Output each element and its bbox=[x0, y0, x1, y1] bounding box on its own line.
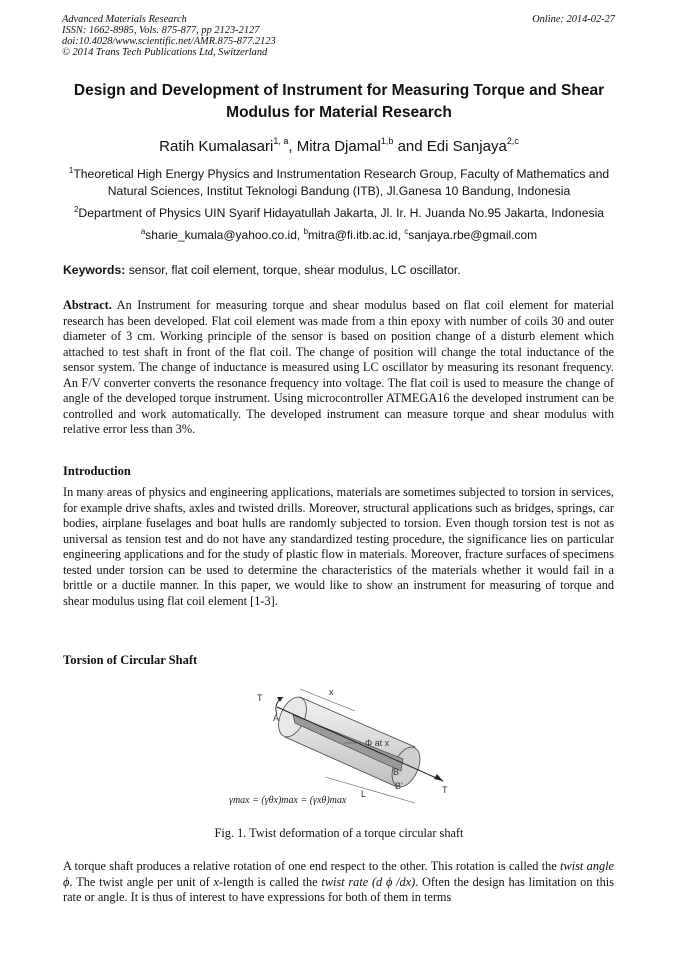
affiliation-2-text: Department of Physics UIN Syarif Hidayatullah Jakarta, Jl. Ir. H. Juanda No.95 Jakarta, Indonesia bbox=[78, 206, 605, 220]
affiliation-1-sup: 1 bbox=[68, 166, 74, 175]
twist-rate-term: twist rate (d ϕ /dx) bbox=[321, 874, 416, 889]
introduction-heading: Introduction bbox=[63, 464, 131, 478]
author-list bbox=[40, 138, 638, 155]
affiliation-2 bbox=[62, 205, 616, 222]
copyright-line: © 2014 Trans Tech Publications Ltd, Switzerland bbox=[62, 47, 268, 58]
x-length-term: x bbox=[213, 874, 219, 889]
closing-paragraph bbox=[63, 859, 614, 906]
email-2-sup: b bbox=[303, 227, 309, 236]
closing-part-4: . Often the design has limitation on this rate or angle. It is thus of interest to have expressions for both of them in terms bbox=[63, 874, 614, 904]
email-1-sup: a bbox=[140, 227, 146, 236]
abstract-paragraph bbox=[63, 298, 614, 438]
email-2: mitra@fi.itb.ac.id, bbox=[308, 228, 405, 242]
email-list bbox=[62, 228, 616, 242]
author-2-sup: 1,b bbox=[380, 136, 394, 146]
closing-part-2: . The twist angle per unit of bbox=[69, 874, 214, 889]
torsion-heading: Torsion of Circular Shaft bbox=[63, 653, 198, 667]
label-l: L bbox=[361, 789, 367, 799]
affiliation-1-text: Theoretical High Energy Physics and Instrumentation Research Group, Faculty of Mathematics and Natural Sciences, Institut Teknologi Bandung (ITB), Jl.Ganesa 10 Bandung, Indonesia bbox=[73, 167, 610, 198]
author-3: and Edi Sanjaya bbox=[393, 138, 507, 155]
label-t-right: T bbox=[442, 785, 448, 795]
shaft-figure bbox=[225, 685, 455, 805]
author-1: Ratih Kumalasari bbox=[159, 138, 274, 155]
keywords-line bbox=[63, 263, 615, 277]
closing-part-1: A torque shaft produces a relative rotation of one end respect to the other. This rotation is called the bbox=[63, 859, 561, 873]
author-2: , Mitra Djamal bbox=[288, 138, 381, 155]
journal-name: Advanced Materials Research bbox=[62, 14, 187, 25]
abstract-text: An Instrument for measuring torque and shear modulus based on flat coil element for material research has been developed. Flat coil element was made from a thin epoxy with number of coils 30 and outer diameter of 3 cm. Working principle of the sensor is based on position change of a disturb element which attached to test shaft in front of the flat coil. The change of position will change the total inductance of the sensor system. The change of inductance is measured using LC oscillator by measuring its resonant frequency. An F/V converter converts the resonance frequency into voltage. The flat coil is used to measure the change of angle of the developed torque instrument. Using microcontroller ATMEGA16 the developed instrument can be controlled and work automatically. The developed instrument can measure torque and shear modulus with relative error less than 3%. bbox=[63, 298, 614, 436]
online-date: Online: 2014-02-27 bbox=[532, 14, 615, 25]
email-3: sanjaya.rbe@gmail.com bbox=[408, 228, 538, 242]
abstract-label: Abstract. bbox=[63, 298, 112, 312]
label-b: B bbox=[393, 767, 400, 777]
paper-title bbox=[40, 80, 638, 124]
shear-strain-equation: γmax = (γθx)max = (γxθ)max bbox=[229, 795, 347, 805]
title-line-2: Modulus for Material Research bbox=[226, 104, 452, 121]
label-a: A bbox=[273, 713, 280, 723]
label-x: x bbox=[329, 687, 334, 697]
axis-arrowhead bbox=[434, 774, 443, 781]
affiliation-1 bbox=[62, 166, 616, 200]
label-b-prime: B' bbox=[395, 781, 403, 791]
keywords-text: sensor, flat coil element, torque, shear modulus, LC oscillator. bbox=[125, 263, 461, 277]
closing-part-3: -length is called the bbox=[218, 874, 322, 889]
twist-angle-term: twist angle ϕ bbox=[63, 859, 614, 889]
label-t-left: T bbox=[257, 693, 263, 703]
email-3-sup: c bbox=[404, 227, 409, 236]
email-1: sharie_kumala@yahoo.co.id, bbox=[145, 228, 304, 242]
keywords-label: Keywords: bbox=[63, 263, 126, 277]
issn-line: ISSN: 1662-8985, Vols. 875-877, pp 2123-2127 bbox=[62, 25, 260, 36]
author-3-sup: 2,c bbox=[506, 136, 519, 146]
introduction-paragraph: In many areas of physics and engineering applications, materials are sometimes subjected to torsion in services, for example drive shafts, axles and twisted drills. Moreover, structural applications such as bridges, springs, car bodies, airplane fuselages and boat hulls are randomly subjected to torsion. Even though torsion test is not as universal as tension test and do not have any standardized testing procedure, the significance lies on particular engineering applications and for the study of plastic flow in materials. Moreover, fracture surfaces of specimens tested under torsion can be used to determine the characteristics of the materials whether it would fail in a brittle or a ductile manner. In this paper, we would like to show an instrument for measuring of torque and shear modulus using flat coil element [1-3]. bbox=[63, 485, 614, 608]
figure-caption: Fig. 1. Twist deformation of a torque circular shaft bbox=[214, 826, 464, 840]
journal-header bbox=[62, 14, 276, 58]
affiliation-2-sup: 2 bbox=[73, 205, 79, 214]
title-line-1: Design and Development of Instrument for Measuring Torque and Shear bbox=[73, 82, 605, 99]
label-phi-at-x: Φ at x bbox=[365, 738, 390, 748]
doi-line: doi:10.4028/www.scientific.net/AMR.875-877.2123 bbox=[62, 36, 276, 47]
author-1-sup: 1, a bbox=[273, 136, 289, 146]
